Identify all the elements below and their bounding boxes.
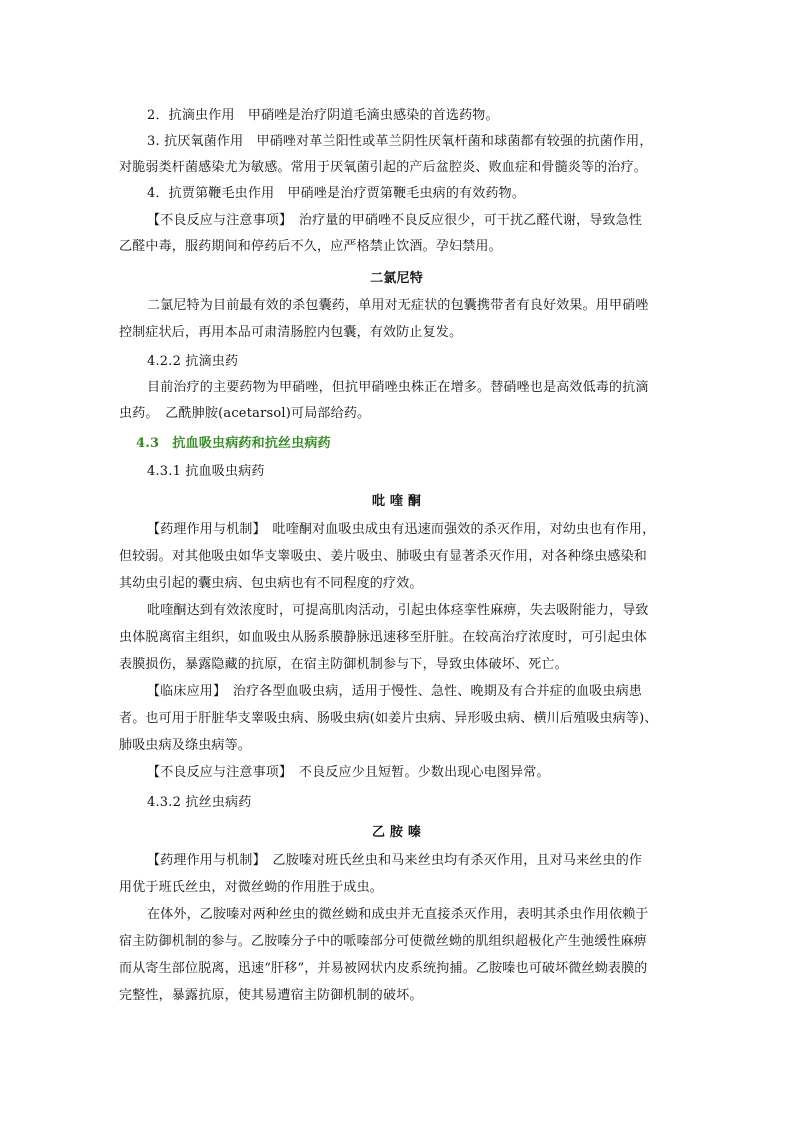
paragraph-line: 【不良反应与注意事项】 不良反应少且短暂。少数出现心电图异常。 bbox=[147, 765, 550, 780]
drug-heading: 二氯尼特 bbox=[370, 271, 423, 286]
paragraph-line: 用优于班氏丝虫，对微丝蚴的作用胜于成虫。 bbox=[119, 880, 384, 895]
paragraph-line: 在体外，乙胺嗪对两种丝虫的微丝蚴和成虫并无直接杀灭作用，表明其杀虫作用依赖于 bbox=[147, 907, 649, 922]
paragraph-line: 肺吸虫病及绦虫病等。 bbox=[119, 738, 252, 753]
paragraph-line: 对脆弱类杆菌感染尤为敏感。常用于厌氧菌引起的产后盆腔炎、败血症和骨髓炎等的治疗。 bbox=[119, 160, 648, 175]
paragraph-line: 目前治疗的主要药物为甲硝唑，但抗甲硝唑虫株正在增多。替硝唑也是高效低毒的抗滴 bbox=[147, 380, 649, 395]
paragraph-line: 吡喹酮达到有效浓度时，可提高肌肉活动，引起虫体痉挛性麻痹，失去吸附能力，导致 bbox=[147, 603, 649, 618]
drug-heading: 吡 喹 酮 bbox=[371, 494, 422, 509]
paragraph-line: 但较弱。对其他吸虫如华支睾吸虫、姜片吸虫、肺吸虫有显著杀灭作用，对各种绦虫感染和 bbox=[119, 549, 648, 564]
paragraph-line: 者。也可用于肝脏华支睾吸虫病、肠吸虫病(如姜片虫病、异形吸虫病、横川后殖吸虫病等)、 bbox=[119, 711, 658, 726]
paragraph-line: 【不良反应与注意事项】 治疗量的甲硝唑不良反应很少，可干扰乙醛代谢，导致急性 bbox=[147, 213, 643, 228]
paragraph-line: 虫体脱离宿主组织，如血吸虫从肠系膜静脉迅速移至肝脏。在较高治疗浓度时，可引起虫体 bbox=[119, 630, 648, 645]
paragraph-line: 【药理作用与机制】 吡喹酮对血吸虫成虫有迅速而强效的杀灭作用，对幼虫也有作用， bbox=[147, 522, 656, 537]
paragraph-line: 【临床应用】 治疗各型血吸虫病，适用于慢性、急性、晚期及有合并症的血吸虫病患 bbox=[147, 684, 643, 699]
subsection-heading: 4.3.1 抗血吸虫病药 bbox=[147, 464, 265, 479]
subsection-heading: 4.3.2 抗丝虫病药 bbox=[147, 795, 252, 810]
paragraph-line: 二氯尼特为目前最有效的杀包囊药，单用对无症状的包囊携带者有良好效果。用甲硝唑 bbox=[147, 298, 649, 313]
subsection-heading: 4.2.2 抗滴虫药 bbox=[147, 354, 239, 369]
paragraph-line: 【药理作用与机制】 乙胺嗪对班氏丝虫和马来丝虫均有杀灭作用，且对马来丝虫的作 bbox=[147, 853, 643, 868]
section-heading: 4.3 抗血吸虫病药和抗丝虫病药 bbox=[136, 436, 331, 451]
paragraph-line: 表膜损伤，暴露隐藏的抗原，在宿主防御机制参与下，导致虫体破坏、死亡。 bbox=[119, 657, 568, 672]
paragraph-line: 乙醛中毒，服药期间和停药后不久，应严格禁止饮酒。孕妇禁用。 bbox=[119, 239, 502, 254]
drug-heading: 乙 胺 嗪 bbox=[371, 825, 422, 840]
paragraph-line: 3. 抗厌氧菌作用 甲硝唑对革兰阳性或革兰阴性厌氧杆菌和球菌都有较强的抗菌作用， bbox=[147, 134, 653, 149]
paragraph-line: 虫药。 乙酰胂胺(acetarsol)可局部给药。 bbox=[119, 406, 371, 421]
paragraph-line: 控制症状后，再用本品可肃清肠腔内包囊，有效防止复发。 bbox=[119, 325, 463, 340]
paragraph-line: 完整性，暴露抗原，使其易遭宿主防御机制的破坏。 bbox=[119, 988, 423, 1003]
paragraph-line: 而从寄生部位脱离，迅速“肝移”，并易被网状内皮系统拘捕。乙胺嗪也可破坏微丝蚴表膜的 bbox=[119, 961, 648, 976]
paragraph-line: 4．抗贾第鞭毛虫作用 甲硝唑是治疗贾第鞭毛虫病的有效药物。 bbox=[147, 186, 526, 201]
paragraph-line: 其幼虫引起的囊虫病、包虫病也有不同程度的疗效。 bbox=[119, 576, 423, 591]
paragraph-line: 2．抗滴虫作用 甲硝唑是治疗阴道毛滴虫感染的首选药物。 bbox=[147, 108, 499, 123]
paragraph-line: 宿主防御机制的参与。乙胺嗪分子中的哌嗪部分可使微丝蚴的肌组织超极化产生弛缓性麻痹 bbox=[119, 934, 648, 949]
